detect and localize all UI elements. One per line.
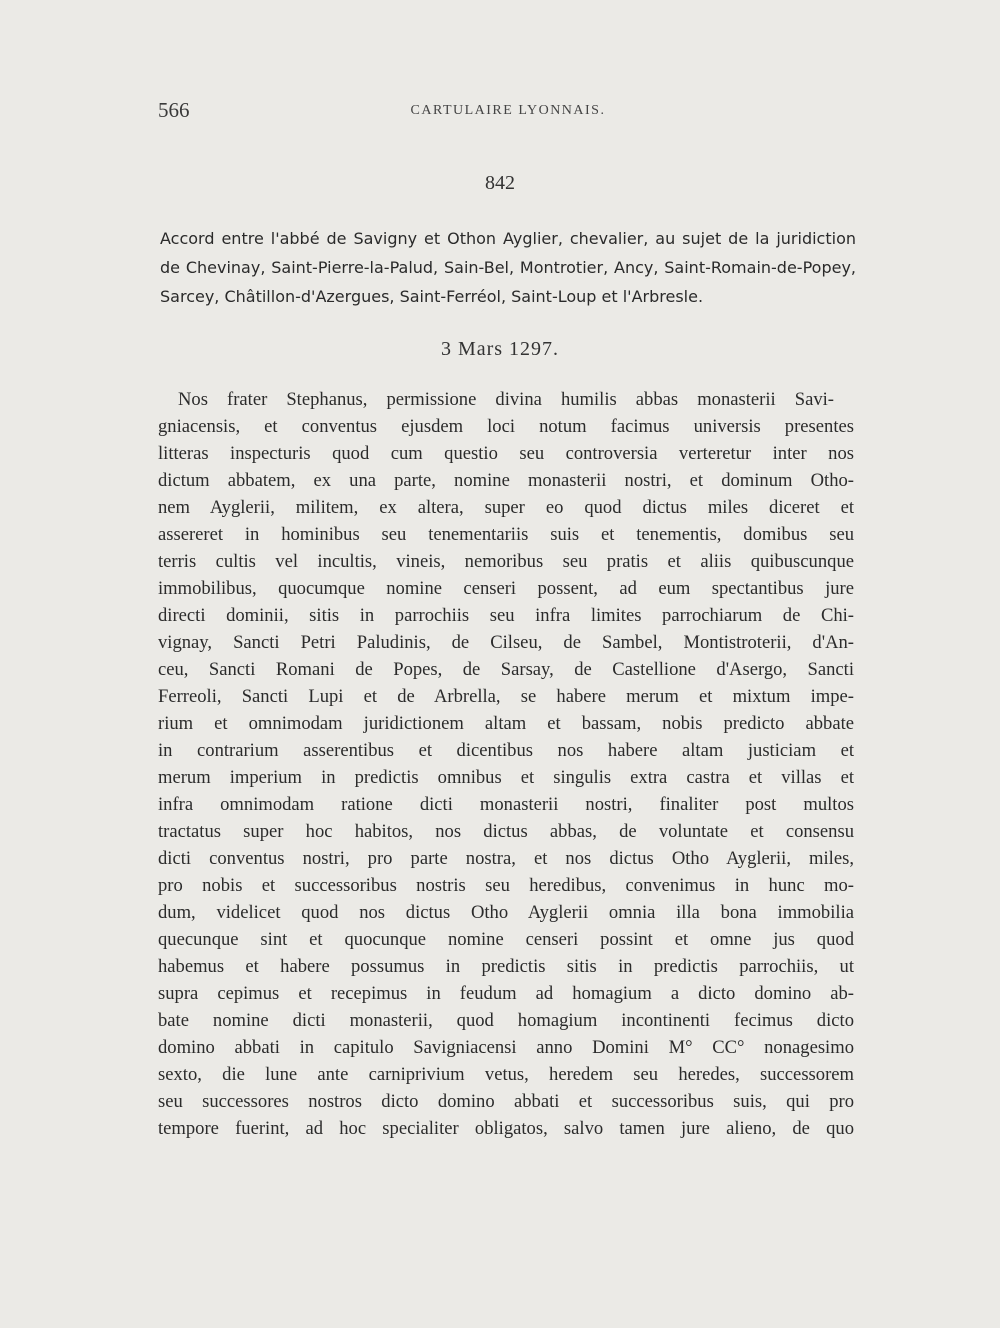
- charter-body: [158, 386, 854, 1142]
- text-line: terris cultis vel incultis, vineis, nemoribus seu pratis et aliis quibuscunque: [158, 551, 854, 572]
- text-line: seu successores nostros dicto domino abbati et successoribus suis, qui pro: [158, 1091, 854, 1112]
- text-line: dum, videlicet quod nos dictus Otho Ayglerii omnia illa bona immobilia: [158, 902, 854, 923]
- charter-number: 842: [485, 172, 515, 194]
- text-line: bate nomine dicti monasterii, quod homagium incontinenti fecimus dicto: [158, 1010, 854, 1031]
- text-line: assereret in hominibus seu tenementariis suis et tenementis, domibus seu: [158, 524, 854, 545]
- text-line: Nos frater Stephanus, permissione divina humilis abbas monasterii Savi-: [178, 389, 834, 410]
- text-line: tempore fuerint, ad hoc specialiter obligatos, salvo tamen jure alieno, de quo: [158, 1118, 854, 1139]
- running-header: [158, 98, 858, 128]
- page-number: 566: [158, 98, 190, 122]
- text-line: litteras inspecturis quod cum questio seu controversia verteretur inter nos: [158, 443, 854, 464]
- text-line: Ferreoli, Sancti Lupi et de Arbrella, se habere merum et mixtum impe-: [158, 686, 854, 707]
- charter-date: 3 Mars 1297.: [440, 338, 560, 360]
- text-line: vignay, Sancti Petri Paludinis, de Cilseu, de Sambel, Montistroterii, d'An-: [158, 632, 854, 653]
- text-line: habemus et habere possumus in predictis sitis in predictis parrochiis, ut: [158, 956, 854, 977]
- text-line: in contrarium asserentibus et dicentibus nos habere altam justiciam et: [158, 740, 854, 761]
- text-line: merum imperium in predictis omnibus et singulis extra castra et villas et: [158, 767, 854, 788]
- text-line: ceu, Sancti Romani de Popes, de Sarsay, de Castellione d'Asergo, Sancti: [158, 659, 854, 680]
- text-line: domino abbati in capitulo Savigniacensi anno Domini M° CC° nonagesimo: [158, 1037, 854, 1058]
- text-line: rium et omnimodam juridictionem altam et bassam, nobis predicto abbate: [158, 713, 854, 734]
- text-line: supra cepimus et recepimus in feudum ad homagium a dicto domino ab-: [158, 983, 854, 1004]
- text-line: nem Ayglerii, militem, ex altera, super eo quod dictus miles diceret et: [158, 497, 854, 518]
- text-line: dicti conventus nostri, pro parte nostra, et nos dictus Otho Ayglerii, miles,: [158, 848, 854, 869]
- text-line: directi dominii, sitis in parrochiis seu infra limites parrochiarum de Chi-: [158, 605, 854, 626]
- text-line: sexto, die lune ante carniprivium vetus, heredem seu heredes, successorem: [158, 1064, 854, 1085]
- text-line: dictum abbatem, ex una parte, nomine monasterii nostri, et dominum Otho-: [158, 470, 854, 491]
- running-title: CARTULAIRE LYONNAIS.: [410, 103, 606, 118]
- text-line: tractatus super hoc habitos, nos dictus abbas, de voluntate et consensu: [158, 821, 854, 842]
- text-line: immobilibus, quocumque nomine censeri possent, ad eum spectantibus jure: [158, 578, 854, 599]
- text-line: infra omnimodam ratione dicti monasterii nostri, finaliter post multos: [158, 794, 854, 815]
- text-line: pro nobis et successoribus nostris seu heredibus, convenimus in hunc mo-: [158, 875, 854, 896]
- charter-summary: Accord entre l'abbé de Savigny et Othon Ayglier, chevalier, au sujet de la juridiction de Chevinay, Saint-Pierre-la-Palud, Sain-Bel, Montrotier, Ancy, Saint-Romain-de-Popey, Sarcey, Châtillon-d'Azergues, Saint-Ferréol, Saint-Loup et l'Arbresle.: [160, 229, 856, 306]
- text-line: quecunque sint et quocunque nomine censeri possint et omne jus quod: [158, 929, 854, 950]
- text-line: gniacensis, et conventus ejusdem loci notum facimus universis presentes: [158, 416, 854, 437]
